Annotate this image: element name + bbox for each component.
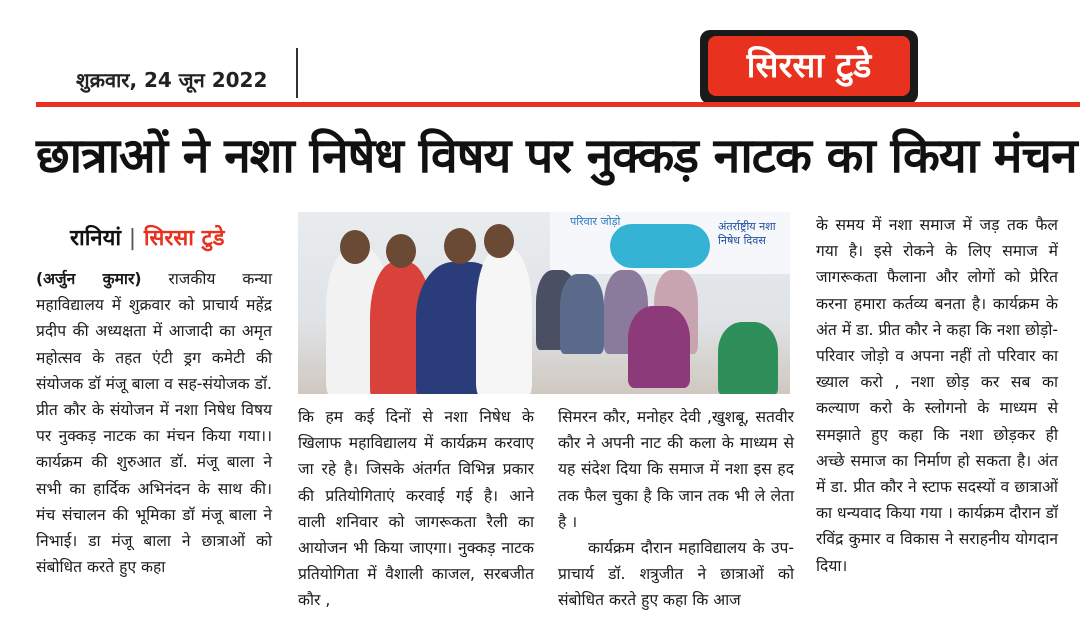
article-text-1: राजकीय कन्या महाविद्यालय में शुक्रवार को प्राचार्य महेंद्र प्रदीप की अध्यक्षता में आजादी का अमृत महोत्सव के तहत एंटी ड्रग कमेटी की संयोजक डॉ मंजू बाला व सह-संयोजक डॉ. प्रीत कौर के संयोजन में नशा निषेध विषय पर नुक्कड़ नाटक का मंचन किया गया।। कार्यक्रम की शुरुआत डॉ. मंजू बाला ने सभी का हार्दिक अभिनंदन के साथ की। मंच संचालन की भूमिका डॉ मंजू बाला ने निभाई। डा मंजू बाला ने छात्राओं को संबोधित करते हुए कहा (36, 270, 272, 577)
photo-person-head (340, 230, 370, 264)
photo-person-head (484, 224, 514, 258)
dateline-separator: | (128, 226, 137, 251)
article-text-2: कि हम कई दिनों से नशा निषेध के खिलाफ महाविद्यालय में कार्यक्रम करवाए जा रहे है। जिसके अंतर्गत विभिन्न प्रकार की प्रतियोगिताएं करवाई गई है। आने वाली शनिवार को जागरूकता रैली का आयोजन भी किया जाएगा। नुक्कड़ नाटक प्रतियोगिता में वैशाली काजल, सरबजीत कौर , (298, 408, 534, 610)
photo-person (476, 248, 532, 394)
photo-banner-caption: अंतर्राष्ट्रीय नशा निषेध दिवस (718, 220, 776, 247)
header-divider (296, 48, 298, 98)
article-column-3 (558, 404, 794, 614)
masthead-title: सिरसा टुडे (708, 36, 910, 96)
article-text-3b: कार्यक्रम दौरान महाविद्यालय के उप-प्राचार्य डॉ. शत्रुजीत ने छात्राओं को संबोधित करते हुए कहा कि आज (558, 539, 794, 610)
photo-person (628, 306, 690, 388)
photo-banner (550, 212, 790, 274)
masthead-logo (700, 30, 918, 104)
article-text-4: के समय में नशा समाज में जड़ तक फैल गया है। इसे रोकने के लिए समाज में जागरूकता फैलाना और लोगों को प्रेरित करना हमारा कर्तव्य बनता है। कार्यक्रम के अंत में डा. प्रीत कौर ने कहा कि नशा छोड़ो-परिवार जोड़ो व अपना नहीं तो परिवार का ख्याल करो , नशा छोड़ कर सब का कल्याण करो के स्लोगनो के माध्यम से समझाते हुए कहा कि नशा छोड़कर ही अच्छे समाज का निर्माण हो सकता है। अंत में डा. प्रीत कौर ने स्टाफ सदस्यों व छात्राओं का धन्यवाद किया गया । कार्यक्रम दौरान डॉ रविंद्र कुमार व विकास ने सराहनीय योगदान दिया। (816, 216, 1058, 575)
article-text-3a: सिमरन कौर, मनोहर देवी ,खुशबू, सतवीर कौर ने अपनी नाट की कला के माध्यम से यह संदेश दिया कि समाज में नशा इस हद तक फैल चुका है कि जान तक भी ले लेता है । (558, 408, 794, 531)
photo-banner-logo (610, 224, 710, 268)
photo-person (560, 274, 604, 354)
photo-banner-text: परिवार जोड़ो (570, 215, 621, 228)
dateline-source: सिरसा टुडे (143, 226, 225, 251)
photo-person-head (444, 228, 476, 264)
article-column-2 (298, 404, 534, 614)
byline: (अर्जुन कुमार) (36, 270, 142, 288)
dateline (70, 222, 224, 252)
photo-person-head (386, 234, 416, 268)
news-photo (298, 212, 790, 394)
issue-date: शुक्रवार, 24 जून 2022 (76, 68, 268, 92)
headline: छात्राओं ने नशा निषेध विषय पर नुक्कड़ नाटक का किया मंचन (36, 128, 1077, 184)
dateline-place: रानियां (70, 226, 122, 251)
photo-person (718, 322, 778, 394)
article-column-4 (816, 212, 1058, 579)
masthead-rule (36, 102, 1080, 107)
article-column-1 (36, 266, 272, 580)
